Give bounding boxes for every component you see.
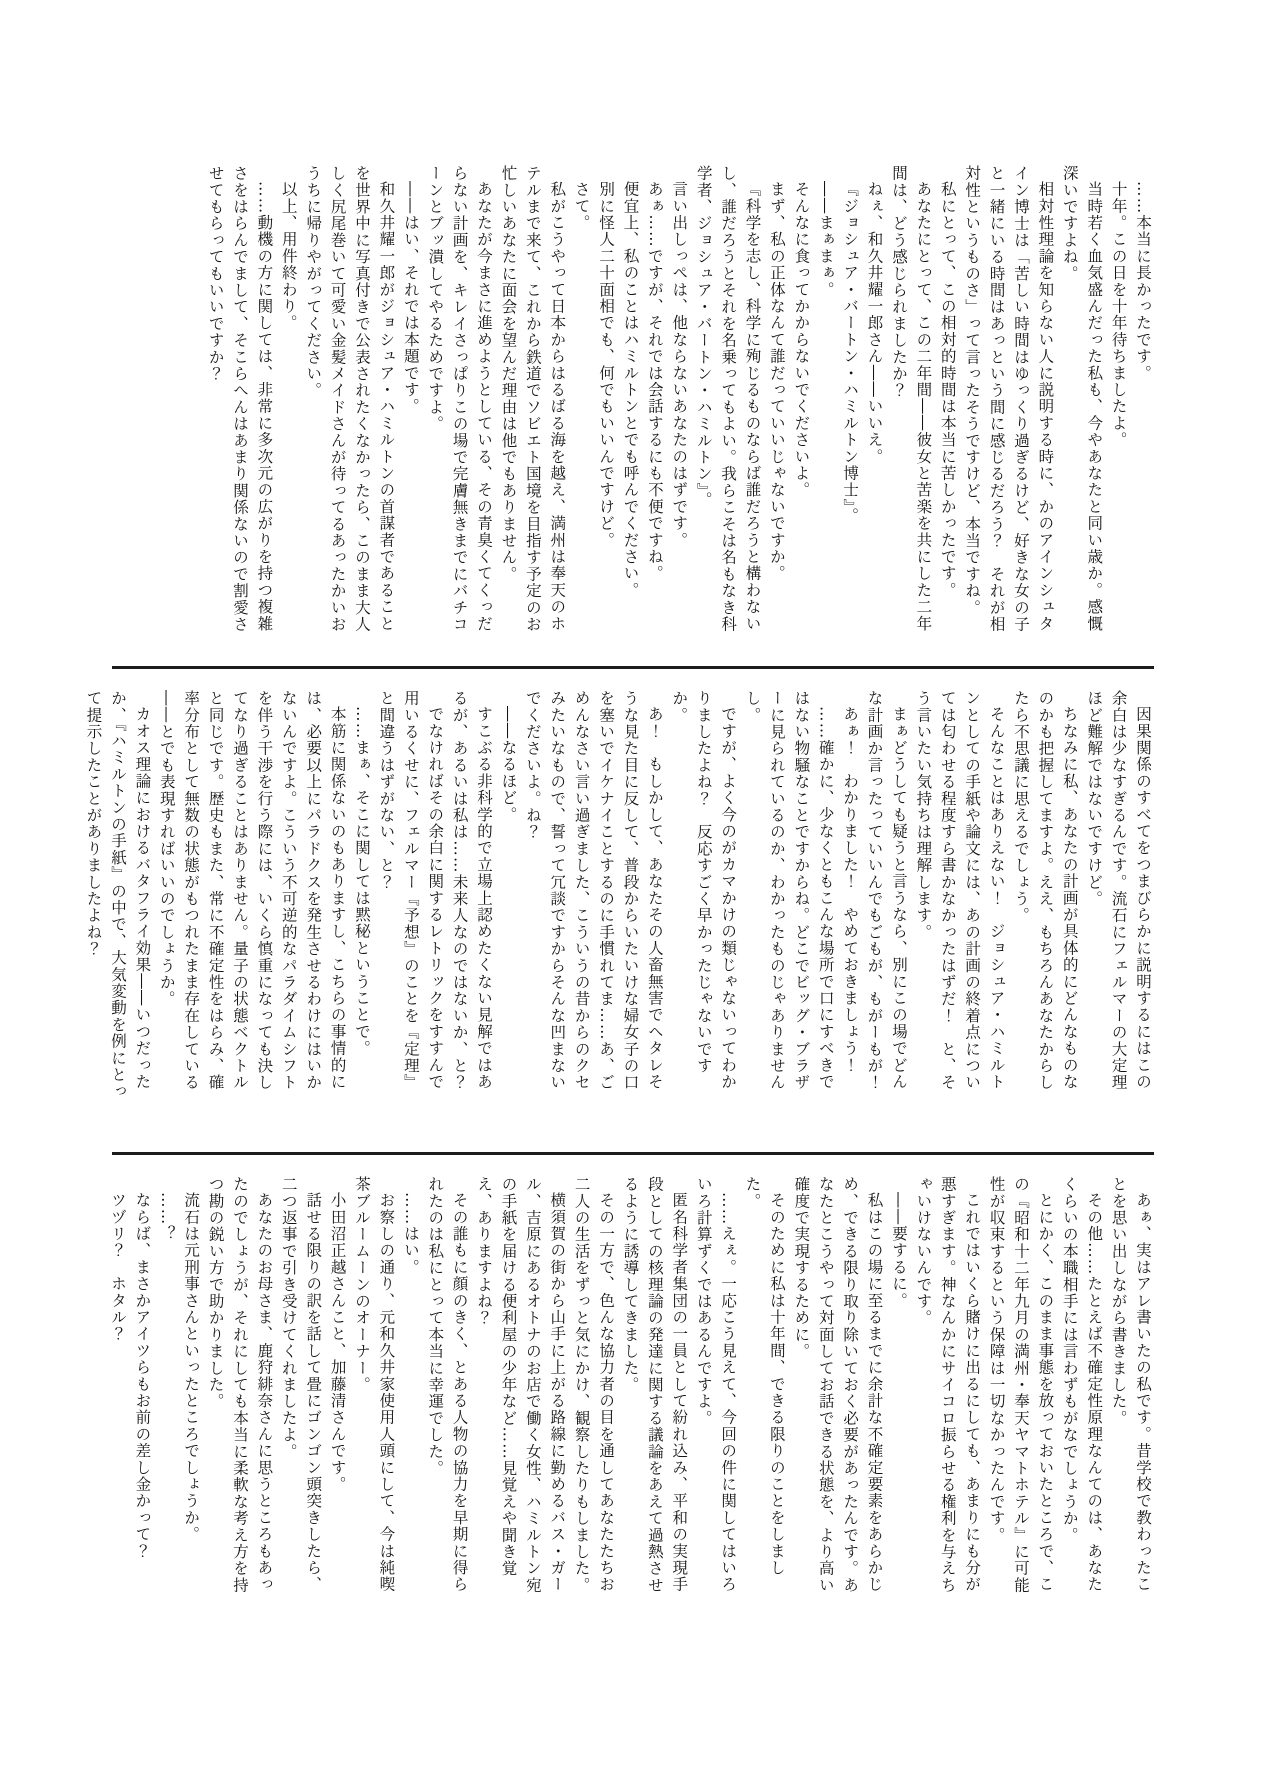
paragraph: 流石は元刑事さんといったところでしょうか。	[182, 1191, 201, 1543]
paragraph: 相対性理論を知らない人に説明する時に、かのアインシュタイン博士は「苦しい時間はゆっくり過ぎるけど、好きな女の子と一緒にいる時間はあっという間に感じるだろう？ それが相対性というものさ」って言ったそうですけど、本当ですね。	[963, 165, 1055, 633]
text-section-2	[81, 690, 1155, 1106]
paragraph: そのために私は十年間、できる限りのことをしました。	[743, 1176, 786, 1576]
paragraph: あぁ……ですが、それでは会話するにも不便ですね。	[645, 180, 664, 582]
paragraph: 当時若く血気盛んだった私も、今やあなたと同い歳か。感慨深いですよね。	[1060, 165, 1104, 632]
paragraph: まず、私の正体なんて誰だっていいじゃないですか。	[767, 180, 786, 582]
section-divider-1	[112, 666, 1154, 669]
paragraph: 別に怪人二十面相でも、何でもいいんですけど。	[597, 180, 616, 548]
paragraph: ……動機の方に関しては、非常に多次元の広がりを持つ複雑さをはらんでまして、そこらへんはあまり関係ないので割愛させてもらってもいいですか？	[206, 165, 274, 633]
paragraph: まぁどうしても疑うと言うなら、別にこの場でどんな計画か言ったっていいんでもごもが、もがーもが！	[865, 690, 908, 1091]
paragraph: あなたのお母さま、鹿狩緋奈さんに思うところもあったのでしょうが、それにしても本当に柔軟な考え方を持つ勘の鋭い方で助かりました。	[206, 1176, 274, 1594]
paragraph: 私はこの場に至るまでに余計な不確定要素をあらかじめ、できる限り取り除いておく必要があったんです。あなたとこうやって対面してお話できる状態を、より高い確度で実現するために。	[792, 1176, 884, 1594]
paragraph: そんなことはありえない！ ジョシュア・ハミルトンとしての手紙や論文には、あの計画の終着点については匂わせる程度すら書かなかったはずだ！ と、そう言いたい気持ちは理解します。	[914, 690, 1006, 1091]
paragraph: ですが、よく今のがカマかけの類じゃないってわかりましたよね？ 反応すごく早かったじゃないですか。	[670, 690, 738, 1090]
paragraph: あ！ もしかして、あなたその人畜無害でヘタレそうな見た目に反して、普段からいたいけな婦女子の口を塞いでイケナイことするのに手慣れてま……あ、ごめんなさい言い過ぎました、こういうの昔からのクセみたいなもので、誓って冗談ですからそんな凹まないでくださいよ。ね？	[523, 690, 664, 1091]
paragraph: 『ジョシュア・バートン・ハミルトン博士』。	[841, 180, 860, 524]
paragraph: お察しの通り、元和久井家使用人頭にして、今は純喫茶ブルームーンのオーナー。	[353, 1176, 396, 1593]
paragraph: 横須賀の街から山手に上がる路線に勤めるバス・ガール、吉原にあるオトナのお店で働く女性、ハミルトン宛の手紙を届ける便利屋の少年など……見覚えや聞き覚え、ありますよね？	[475, 1176, 567, 1594]
paragraph: ……確かに、少なくともこんな場所で口にすべきではない物騒なことですからね。どこでビッグ・ブラザーに見られているのか、わかったものじゃありませんし。	[743, 690, 835, 1091]
paragraph: その誰もに顔のきく、とある人物の協力を早期に得られたのは私にとって本当に幸運でした。	[426, 1176, 469, 1593]
paragraph: とにかく、このまま事態を放っておいたところで、この『昭和十二年九月の満州・奉天ヤマトホテル』に可能性が収束するという保障は一切なかったんです。	[987, 1176, 1055, 1594]
paragraph: ならば、まさかアイツらもお前の差し金かって？	[133, 1191, 152, 1559]
paragraph: ……？	[157, 1191, 176, 1242]
paragraph: ――なるほど。	[499, 705, 518, 823]
paragraph: 因果関係のすべてをつまびらかに説明するにはこの余白は少なすぎるんです。流石にフェルマーの大定理ほど難解ではないですけど。	[1085, 690, 1152, 1091]
paragraph: カオス理論におけるバタフライ効果――いつだったか、『ハミルトンの手紙』の中で、大気変動を例にとって提示したことがありましたよね？	[84, 690, 152, 1100]
paragraph: 匿名科学者集団の一員として紛れ込み、平和の実現手段としての核理論の発達に関する議論をあえて過熱させるように誘導してきました。	[621, 1176, 689, 1594]
paragraph: ……はい。	[401, 1191, 420, 1275]
paragraph: 十年。この日を十年待ちましたよ。	[1109, 180, 1128, 448]
paragraph: 話せる限りの訳を話して畳にゴンゴン頭突きしたら、二つ返事で引き受けてくれましたよ。	[279, 1176, 323, 1593]
paragraph: 『科学を志し、科学に殉じるものならば誰だろうと構わないし、誰だろうとそれを名乗ってもよい。我らこそは名もなき科学者、ジョシュア・バートン・ハミルトン』。	[694, 165, 762, 633]
paragraph: 言い出しっぺは、他ならないあなたのはずです。	[670, 180, 689, 548]
paragraph: すこぶる非科学的で立場上認めたくない見解ではあるが、あるいは私は……未来人なのではないか、と？	[450, 690, 494, 1091]
paragraph: 本筋に関係ないのもありますし、こちらの事情的には、必要以上にパラドクスを発生させるわけにはいかないんですよ。こういう不可逆的なパラダイムシフトを伴う干渉を行う際には、いくら慎重になっても決してなり過ぎることはありません。量子の状態ベクトルと同じです。歴史もまた、常に不確定性をはらみ、確率分布として無数の状態がもつれたまま存在している――とでも表現すればいいのでしょうか。	[157, 690, 347, 1091]
paragraph: ちなみに私、あなたの計画が具体的にどんなものなのかも把握してますよ。ええ、もちろんあなたからしたら不思議に思えるでしょう。	[1011, 690, 1079, 1091]
text-section-1	[203, 165, 1155, 639]
paragraph: 小田沼正越さんこと、加藤清さんです。	[328, 1191, 347, 1493]
paragraph: 私にとって、この相対的時間は本当に苦しかったです。	[938, 180, 957, 598]
paragraph: 私がこうやって日本からはるばる海を越え、満州は奉天のホテルまで来て、これから鉄道でソビエト国境を目指す予定のお忙しいあなたに面会を望んだ理由は他でもありません。	[499, 165, 567, 633]
paragraph: これではいくら賭けに出るにしても、あまりにも分が悪すぎます。神なんかにサイコロ振らせる権利を与えちゃいけないんです。	[914, 1176, 982, 1594]
paragraph: でなければその余白に関するレトリックをすすんで用いるくせに、フェルマー『予想』のことを『定理』と間違うはずがない、と？	[377, 690, 445, 1091]
paragraph: その一方で、色んな協力者の目を通してあなたたちお二人の生活をずっと気にかけ、観察したりもしました。	[572, 1176, 616, 1594]
paragraph: ――はい、それでは本題です。	[401, 180, 420, 415]
paragraph: ねぇ、和久井耀一郎さん――いいえ。	[865, 180, 884, 465]
paragraph: ……本当に長かったです。	[1134, 180, 1152, 381]
paragraph: さて。	[572, 180, 591, 231]
paragraph: ――要するに。	[889, 1191, 908, 1309]
paragraph: あぁ！ わかりました！ やめておきましょう！	[841, 705, 860, 1073]
paragraph: 和久井耀一郎がジョシュア・ハミルトンの首謀者であることを世界中に写真付きで公表されたくなかったら、このまま大人しく尻尾巻いて可愛い金髪メイドさんが待ってるあったかいおうちに帰りやがってください。	[304, 165, 396, 633]
section-divider-2	[112, 1152, 1154, 1155]
paragraph: あぁ、実はアレ書いたの私です。昔学校で教わったことを思い出しながら書きました。	[1109, 1176, 1152, 1593]
paragraph: 便宜上、私のことはハミルトンとでも呼んでください。	[621, 180, 640, 598]
paragraph: ――まぁまぁ。	[816, 180, 835, 298]
paragraph: ……えぇ。一応こう見えて、今回の件に関してはいろいろ計算ずくではあるんですよ。	[694, 1176, 738, 1593]
paragraph: 以上、用件終わり。	[279, 180, 298, 331]
paragraph: その他……たとえば不確定性原理なんてのは、あなたくらいの本職相手には言わずもがなでしょうか。	[1060, 1176, 1104, 1593]
text-section-3	[106, 1176, 1155, 1596]
paragraph: ツヅリ？ ホタル？	[108, 1191, 127, 1342]
paragraph: あなたが今まさに進めようとしている、その青臭くてくっだらない計画を、キレイさっぱりこの場で完膚無きまでにバチコーンとブッ潰してやるためですよ。	[426, 165, 494, 633]
paragraph: あなたにとって、この二年間――彼女と苦楽を共にした二年間は、どう感じられましたか？	[889, 165, 933, 632]
paragraph: そんなに食ってかからないでくださいよ。	[792, 180, 811, 498]
paragraph: ……まぁ、そこに関しては黙秘ということで。	[353, 705, 371, 1057]
